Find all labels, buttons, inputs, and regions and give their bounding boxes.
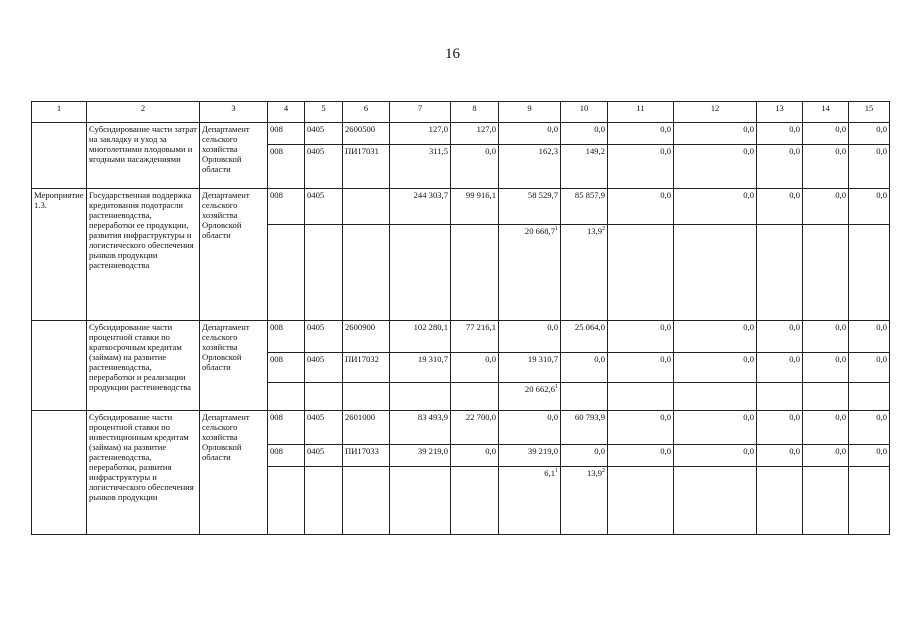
cell-value: 0405 [307, 354, 325, 364]
table-cell [674, 225, 757, 321]
header-cell: 14 [803, 102, 849, 123]
table-cell [757, 445, 803, 467]
measure-cell [32, 411, 87, 535]
table-cell [390, 225, 451, 321]
cell-value: 0,0 [789, 190, 800, 200]
cell-value: 0,0 [743, 146, 754, 156]
table-cell [343, 383, 390, 411]
cell-value: 0,0 [660, 412, 671, 422]
table-cell [499, 123, 561, 145]
cell-value: 008 [270, 354, 283, 364]
table-cell [674, 123, 757, 145]
description-cell: Субсидирование части процентной ставки по краткосрочным кредитам (займам) на развитие растениеводства, переработки и реализации продукции растениеводства [87, 321, 200, 411]
table-cell [849, 467, 890, 535]
cell-value: 2601000 [345, 412, 376, 422]
table-cell [561, 353, 608, 383]
table-cell [674, 445, 757, 467]
table-cell [561, 225, 608, 321]
measure-cell: Мероприятие 1.3. [32, 189, 87, 321]
table-cell [561, 467, 608, 535]
table-cell [390, 353, 451, 383]
cell-value: 39 219,0 [527, 446, 558, 456]
table-cell [268, 145, 305, 189]
cell-value: 0405 [307, 146, 325, 156]
table-cell [305, 383, 343, 411]
table-cell [803, 353, 849, 383]
table-cell [803, 123, 849, 145]
table-cell [561, 321, 608, 353]
department-cell: Департамент сельского хозяйства Орловской области [200, 321, 268, 411]
table-cell [803, 145, 849, 189]
table-cell [849, 145, 890, 189]
table-cell [608, 411, 674, 445]
table-cell [561, 383, 608, 411]
table-cell [561, 145, 608, 189]
cell-value: 008 [270, 412, 283, 422]
cell-value: 0405 [307, 446, 325, 456]
cell-value: 39 219,0 [417, 446, 448, 456]
header-cell: 8 [451, 102, 499, 123]
cell-value: 0405 [307, 322, 325, 332]
footnote-marker: 1 [555, 226, 558, 232]
table-cell [390, 145, 451, 189]
header-cell: 3 [200, 102, 268, 123]
cell-value: ПИ17032 [345, 354, 379, 364]
cell-value: 0,0 [660, 124, 671, 134]
table-cell [451, 145, 499, 189]
cell-value: 19 310,7 [527, 354, 558, 364]
table-cell [608, 189, 674, 225]
table-cell [849, 383, 890, 411]
cell-value: 0,0 [789, 124, 800, 134]
table-cell [757, 225, 803, 321]
cell-value: 0,0 [485, 354, 496, 364]
header-cell: 7 [390, 102, 451, 123]
header-cell: 1 [32, 102, 87, 123]
cell-value: 0,0 [660, 354, 671, 364]
table-cell [608, 467, 674, 535]
department-cell: Департамент сельского хозяйства Орловской области [200, 411, 268, 535]
table-cell [305, 411, 343, 445]
table-cell [674, 145, 757, 189]
header-cell: 5 [305, 102, 343, 123]
cell-value: 77 216,1 [465, 322, 496, 332]
table-cell [390, 411, 451, 445]
table-cell [305, 445, 343, 467]
table-cell [757, 467, 803, 535]
table-cell [849, 353, 890, 383]
table-cell [757, 411, 803, 445]
table-cell [803, 383, 849, 411]
table-cell [849, 445, 890, 467]
cell-value: 0,0 [547, 124, 558, 134]
table-cell [849, 411, 890, 445]
cell-value: 244 303,7 [413, 190, 448, 200]
table-cell [674, 321, 757, 353]
cell-value: 83 493,9 [417, 412, 448, 422]
budget-table [31, 101, 890, 535]
table-cell [849, 225, 890, 321]
table-cell [390, 189, 451, 225]
cell-value: 25 064,0 [574, 322, 605, 332]
measure-cell [32, 321, 87, 411]
cell-value: 0,0 [835, 322, 846, 332]
cell-value: 0,0 [835, 124, 846, 134]
table-cell [451, 383, 499, 411]
table-cell [305, 145, 343, 189]
table-cell [608, 353, 674, 383]
cell-value: 0,0 [743, 446, 754, 456]
table-cell [305, 225, 343, 321]
table-cell [451, 411, 499, 445]
cell-value: 008 [270, 190, 283, 200]
table-cell [499, 225, 561, 321]
header-cell: 4 [268, 102, 305, 123]
cell-value: 0,0 [594, 446, 605, 456]
table-cell [451, 123, 499, 145]
table-cell [343, 189, 390, 225]
table-cell [561, 445, 608, 467]
cell-value: 008 [270, 146, 283, 156]
department-cell: Департамент сельского хозяйства Орловской области [200, 123, 268, 189]
table-cell [451, 467, 499, 535]
table-cell [268, 445, 305, 467]
cell-value: 0,0 [876, 124, 887, 134]
table-cell [305, 321, 343, 353]
table-cell [268, 321, 305, 353]
table-cell [803, 467, 849, 535]
table-cell [390, 445, 451, 467]
header-cell: 13 [757, 102, 803, 123]
table-cell [268, 411, 305, 445]
department-cell: Департамент сельского хозяйства Орловской области [200, 189, 268, 321]
table-cell [608, 225, 674, 321]
cell-value: 0,0 [743, 124, 754, 134]
table-cell [451, 321, 499, 353]
cell-value: 0,0 [743, 412, 754, 422]
table-cell [608, 383, 674, 411]
table-cell [757, 321, 803, 353]
cell-value: 0,0 [485, 446, 496, 456]
footnote-marker: 2 [602, 468, 605, 474]
cell-value: 127,0 [428, 124, 448, 134]
cell-value: 0,0 [789, 354, 800, 364]
table-cell [561, 411, 608, 445]
cell-value: 0405 [307, 412, 325, 422]
table-cell [268, 353, 305, 383]
description-cell: Субсидирование части затрат на закладку и уход за многолетними плодовыми и ягодными насаждениями [87, 123, 200, 189]
cell-value: 0,0 [743, 322, 754, 332]
cell-value: 19 310,7 [417, 354, 448, 364]
cell-value: 0,0 [876, 354, 887, 364]
table-cell [561, 189, 608, 225]
cell-value: 0,0 [485, 146, 496, 156]
table-cell [343, 145, 390, 189]
table-cell [451, 445, 499, 467]
table-cell [268, 383, 305, 411]
table-cell [757, 123, 803, 145]
cell-value: 0,0 [789, 146, 800, 156]
table-cell [451, 225, 499, 321]
cell-value: 20 668,7 [524, 226, 555, 236]
cell-value: 13,9 [586, 468, 602, 478]
cell-value: 13,9 [586, 226, 602, 236]
table-cell [803, 445, 849, 467]
table-cell [499, 353, 561, 383]
table-cell [499, 383, 561, 411]
table-cell [390, 467, 451, 535]
cell-value: 008 [270, 124, 283, 134]
footnote-marker: 1 [555, 384, 558, 390]
header-cell: 11 [608, 102, 674, 123]
table-cell [390, 123, 451, 145]
table-cell [849, 189, 890, 225]
table-cell [674, 411, 757, 445]
description-cell: Субсидирование части процентной ставки по инвестиционным кредитам (займам) на развитие растениеводства, переработки, развития инфраструктуры и логистического обеспечения рынков продукции [87, 411, 200, 535]
cell-value: 0,0 [660, 190, 671, 200]
cell-value: 0,0 [876, 412, 887, 422]
header-cell: 2 [87, 102, 200, 123]
table-cell [803, 189, 849, 225]
cell-value: 0,0 [835, 146, 846, 156]
cell-value: 2600500 [345, 124, 376, 134]
table-cell [608, 123, 674, 145]
cell-value: 0,0 [876, 322, 887, 332]
table-cell [343, 353, 390, 383]
cell-value: 0,0 [660, 446, 671, 456]
table-cell [674, 189, 757, 225]
cell-value: 008 [270, 322, 283, 332]
cell-value: 99 916,1 [465, 190, 496, 200]
cell-value: 0,0 [789, 412, 800, 422]
table-cell [390, 321, 451, 353]
cell-value: 0,0 [876, 190, 887, 200]
cell-value: 102 280,1 [413, 322, 448, 332]
table-cell [803, 411, 849, 445]
table-cell [343, 467, 390, 535]
table-cell [268, 189, 305, 225]
cell-value: 0,0 [547, 322, 558, 332]
table-cell [390, 383, 451, 411]
table-cell [561, 123, 608, 145]
table-row [32, 189, 890, 225]
table-row [32, 123, 890, 145]
table-cell [343, 411, 390, 445]
table-cell [343, 445, 390, 467]
table-cell [849, 321, 890, 353]
footnote-marker: 1 [555, 468, 558, 474]
table-cell [674, 467, 757, 535]
cell-value: 0,0 [660, 146, 671, 156]
cell-value: 85 857,9 [574, 190, 605, 200]
cell-value: 0,0 [743, 190, 754, 200]
table-cell [268, 467, 305, 535]
table-cell [343, 321, 390, 353]
cell-value: 60 793,9 [574, 412, 605, 422]
cell-value: 0,0 [835, 354, 846, 364]
table-cell [803, 321, 849, 353]
table-cell [608, 321, 674, 353]
table-cell [608, 445, 674, 467]
cell-value: 0,0 [789, 446, 800, 456]
table-cell [499, 189, 561, 225]
table-cell [305, 189, 343, 225]
table-cell [608, 145, 674, 189]
cell-value: 2600900 [345, 322, 376, 332]
cell-value: 0,0 [835, 190, 846, 200]
table-cell [268, 225, 305, 321]
header-cell: 12 [674, 102, 757, 123]
table-cell [499, 145, 561, 189]
table-cell [499, 411, 561, 445]
cell-value: ПИ17031 [345, 146, 379, 156]
table-cell [343, 123, 390, 145]
header-cell: 9 [499, 102, 561, 123]
table-cell [803, 225, 849, 321]
cell-value: 0,0 [743, 354, 754, 364]
cell-value: 6,1 [544, 468, 555, 478]
cell-value: 0,0 [876, 446, 887, 456]
cell-value: 127,0 [476, 124, 496, 134]
cell-value: 008 [270, 446, 283, 456]
table-cell [499, 467, 561, 535]
table-cell [268, 123, 305, 145]
cell-value: 0,0 [660, 322, 671, 332]
cell-value: 0,0 [835, 412, 846, 422]
header-cell: 6 [343, 102, 390, 123]
table-cell [305, 123, 343, 145]
header-cell: 10 [561, 102, 608, 123]
cell-value: 162,3 [538, 146, 558, 156]
table-cell [451, 189, 499, 225]
cell-value: 0,0 [547, 412, 558, 422]
cell-value: 0,0 [594, 354, 605, 364]
table-cell [757, 383, 803, 411]
table-cell [343, 225, 390, 321]
cell-value: 0,0 [594, 124, 605, 134]
table-cell [757, 189, 803, 225]
cell-value: 0405 [307, 190, 325, 200]
cell-value: 58 529,7 [527, 190, 558, 200]
description-cell: Государственная поддержка кредитования подотрасли растениеводства, переработки ее продукции, развития инфраструктуры и логистического обеспечения рынков продукции растениеводства [87, 189, 200, 321]
cell-value: 0,0 [789, 322, 800, 332]
cell-value: 22 700,0 [465, 412, 496, 422]
table-cell [305, 467, 343, 535]
cell-value: 0,0 [835, 446, 846, 456]
header-cell: 15 [849, 102, 890, 123]
table-cell [757, 353, 803, 383]
footnote-marker: 2 [602, 226, 605, 232]
table-cell [499, 321, 561, 353]
measure-cell [32, 123, 87, 189]
page-number: 16 [445, 46, 460, 62]
table-cell [849, 123, 890, 145]
table-cell [674, 353, 757, 383]
cell-value: 0,0 [876, 146, 887, 156]
cell-value: 311,5 [428, 146, 448, 156]
header-row [32, 102, 890, 123]
table-cell [451, 353, 499, 383]
cell-value: ПИ17033 [345, 446, 379, 456]
table-row [32, 321, 890, 353]
table-cell [757, 145, 803, 189]
table-row [32, 411, 890, 445]
cell-value: 149,2 [585, 146, 605, 156]
cell-value: 0405 [307, 124, 325, 134]
table-cell [674, 383, 757, 411]
cell-value: 20 662,6 [524, 384, 555, 394]
table-cell [305, 353, 343, 383]
table-cell [499, 445, 561, 467]
